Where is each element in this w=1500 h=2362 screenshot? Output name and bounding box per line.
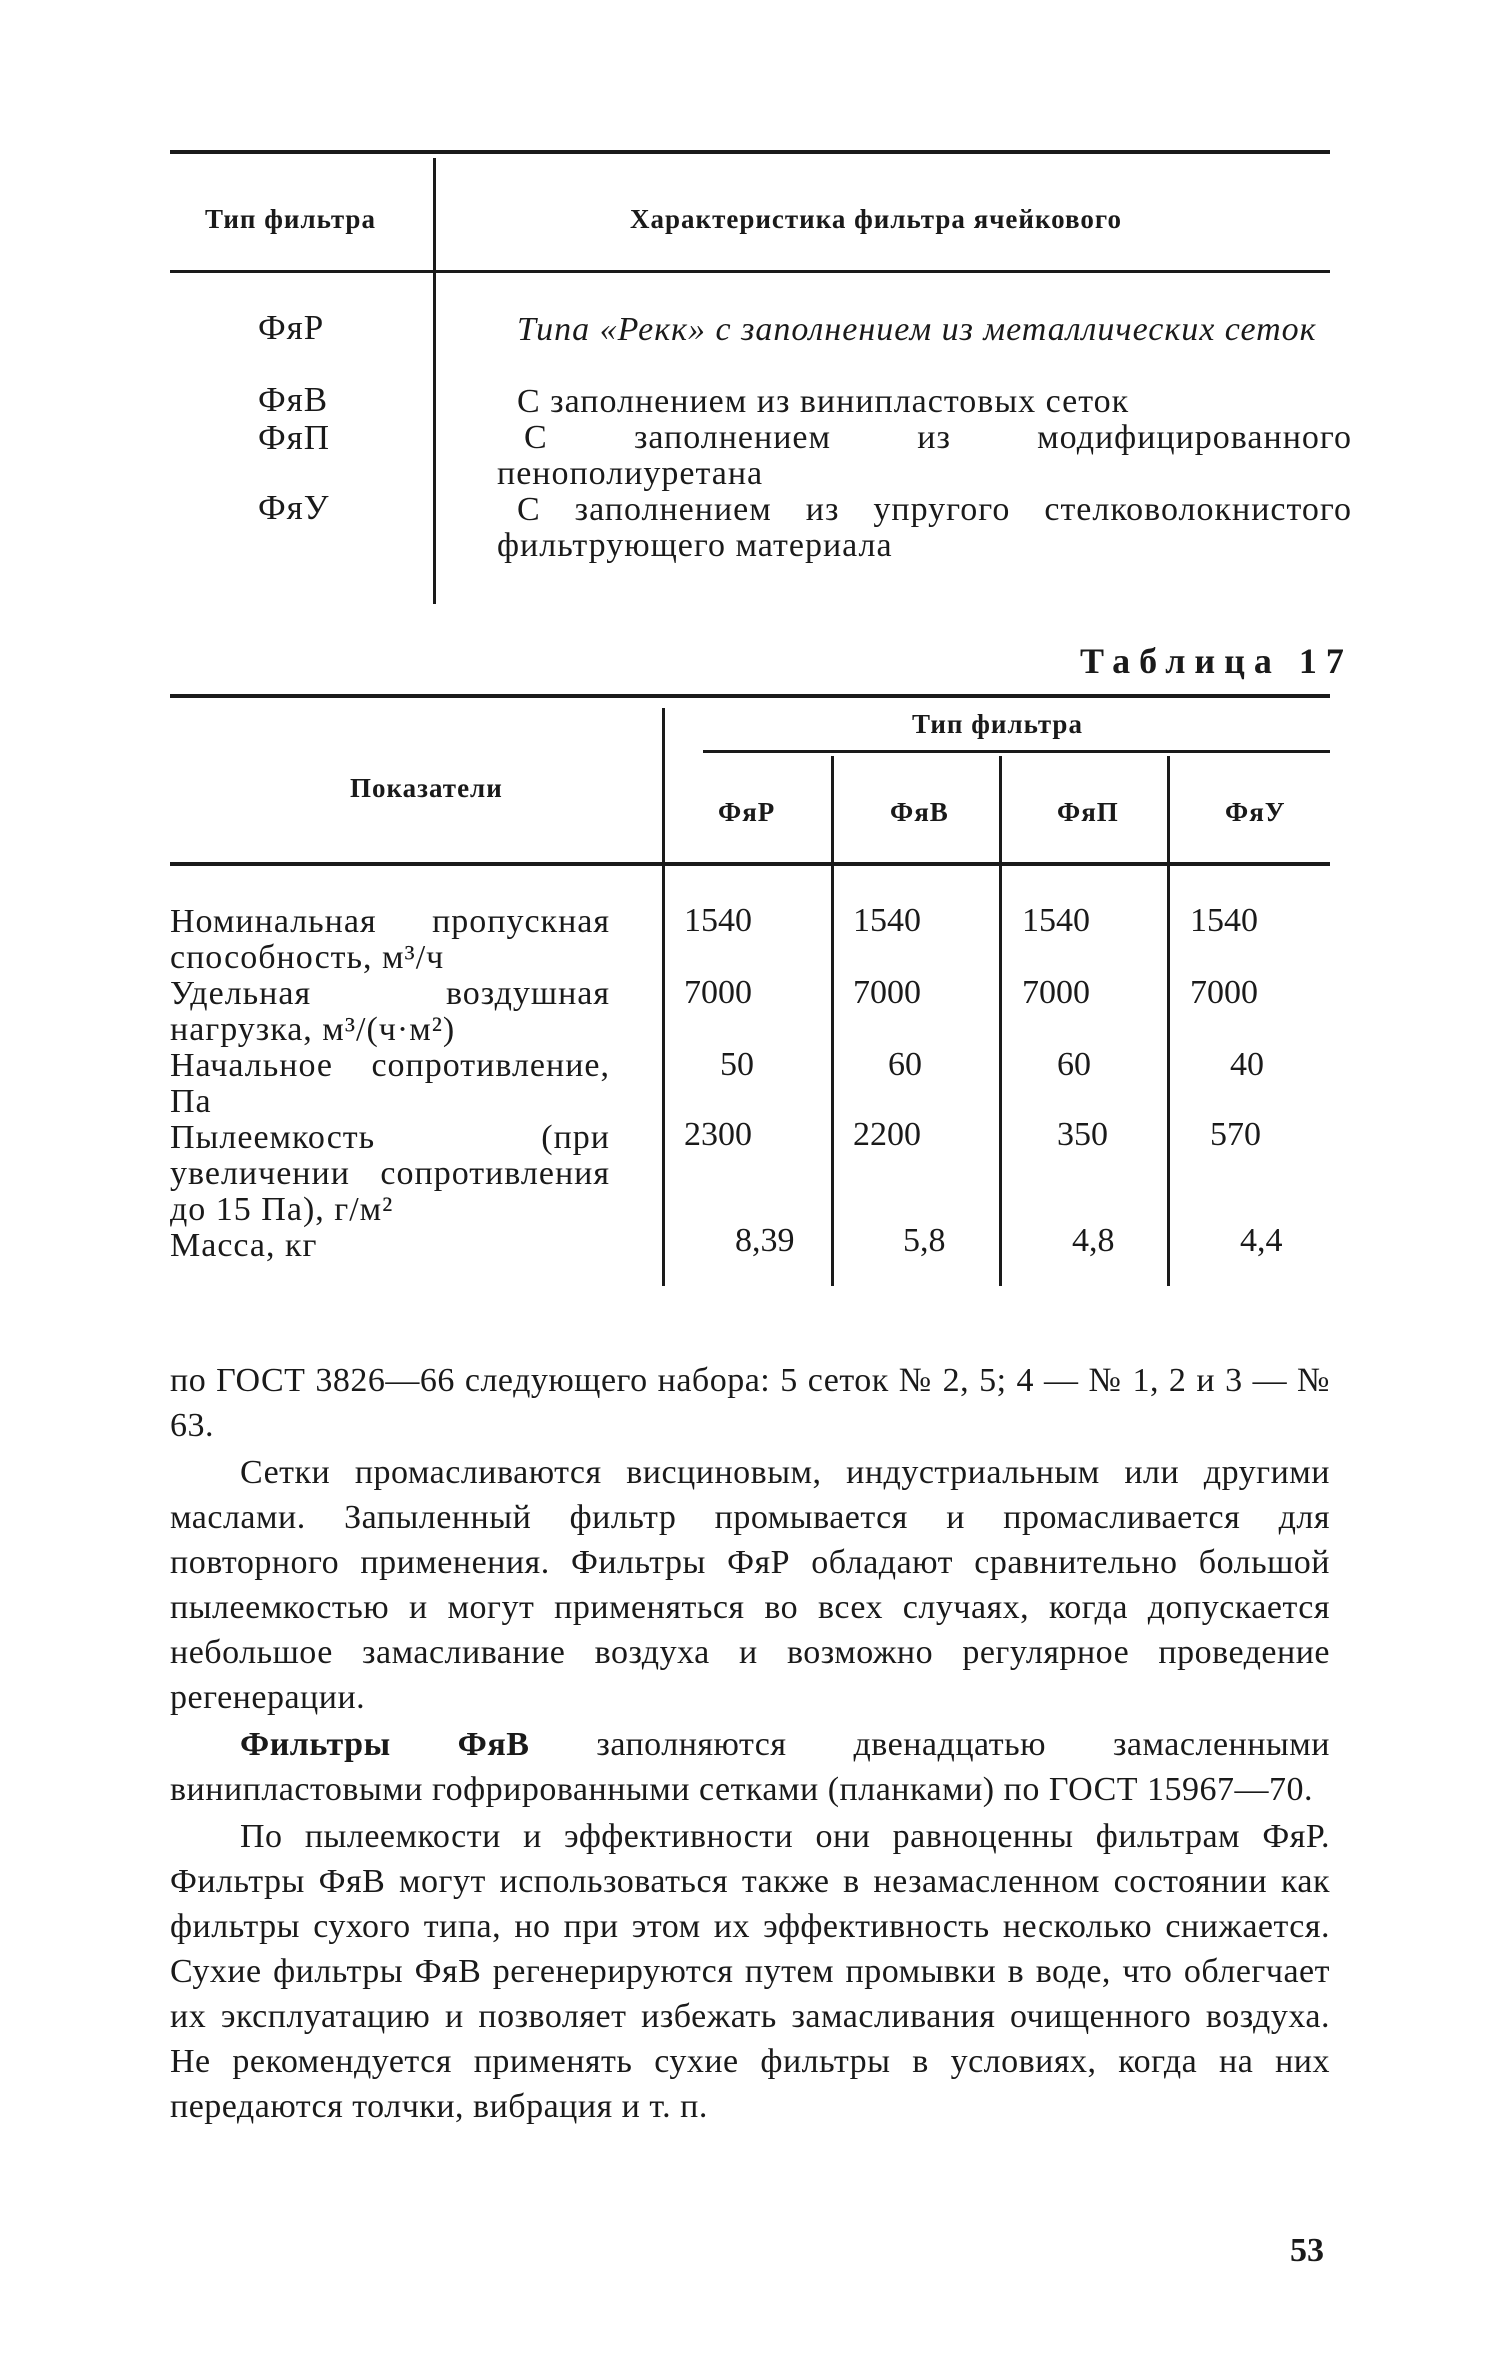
table17-row-label: Пылеемкость (при увеличении сопротивления до 15 Па), г/м² [170,1119,610,1228]
body-text [170,1358,1330,2129]
table1-header-desc: Характеристика фильтра ячейкового [630,204,1122,234]
table17-cell: 60 [1057,1046,1091,1083]
paragraph: По пылеемкости и эффективности они равноценны фильтрам ФяР. Фильтры ФяВ могут использоваться также в незамасленном состоянии как фильтры сухого типа, но при этом их эффективность несколько снижается. Сухие фильтры ФяВ регенерируются путем промывки в воде, что облегчает их эксплуатацию и позволяет избежать замасливания очищенного воздуха. Не рекомендуется применять сухие фильтры в условиях, когда на них передаются толчки, вибрация и т. п. [170,1818,1330,2125]
table17-caption: Таблица 17 [1080,641,1353,681]
table17-header-type: Тип фильтра [912,709,1083,739]
table17-col-header: ФяУ [1225,797,1286,827]
table1-desc: Типа «Рекк» с заполнением из металлических сеток [517,311,1317,348]
table17-header-rule [170,862,1330,866]
table17-subheader-rule [703,750,1330,753]
page-number: 53 [1290,2232,1324,2269]
paragraph: по ГОСТ 3826—66 следующего набора: 5 сеток № 2, 5; 4 — № 1, 2 и 3 — № 63. [170,1362,1330,1444]
table1-desc: С заполнением из модифицированного пенополиуретана [497,419,1352,492]
table17-col-header: ФяП [1057,797,1119,827]
table1-desc: С заполнением из винипластовых сеток [517,383,1130,420]
table1-header-rule [170,270,1330,273]
table17-cell: 7000 [684,974,752,1011]
table17-cell: 2300 [684,1116,752,1153]
table17-cell: 60 [888,1046,922,1083]
table17-vertical-divider [1167,756,1170,1286]
table17-col-header: ФяР [718,797,776,827]
table1-vertical-divider [433,158,436,604]
table17-cell: 7000 [1022,974,1090,1011]
table17-cell: 1540 [684,902,752,939]
table17-vertical-divider [999,756,1002,1286]
table1-code: ФяП [258,418,331,457]
table17-row-label: Масса, кг [170,1227,318,1264]
table17-vertical-divider [831,756,834,1286]
table17-vertical-divider [662,708,665,1286]
table17-cell: 2200 [853,1116,921,1153]
table17-cell: 7000 [853,974,921,1011]
table17-col-header: ФяВ [890,797,949,827]
table1-desc: С заполнением из упругого стелковолокнистого фильтрующего материала [497,491,1352,564]
table1-top-rule [170,150,1330,154]
table1-code: ФяУ [258,488,330,527]
table17-cell: 7000 [1190,974,1258,1011]
table17-row-label: Номинальная пропускная способность, м³/ч [170,903,610,976]
paragraph-bold-lead: Фильтры ФяВ [240,1726,530,1763]
table17-header-indicators: Показатели [350,773,503,803]
table17-cell: 50 [720,1046,754,1083]
table1-code: ФяР [258,308,325,347]
paragraph: Сетки промасливаются висциновым, индустриальным или другими маслами. Запыленный фильтр промывается и промасливается для повторного применения. Фильтры ФяР обладают сравнительно большой пылеемкостью и могут применяться во всех случаях, когда допускается небольшое замасливание воздуха и возможно регулярное проведение регенерации. [170,1454,1330,1716]
table17-cell: 1540 [1022,902,1090,939]
table17-row-label: Удельная воздушная нагрузка, м³/(ч·м²) [170,975,610,1048]
paragraph-text: заполняются двенадцатью замасленными винипластовыми гофрированными сетками (планками) по ГОСТ 15967—70. [170,1726,1330,1808]
table17-cell: 1540 [853,902,921,939]
table17-cell: 4,8 [1072,1222,1115,1259]
table1-code: ФяВ [258,380,329,419]
table1-header-type: Тип фильтра [205,204,376,234]
table17-cell: 40 [1230,1046,1264,1083]
table17-cell: 350 [1057,1116,1108,1153]
table17-cell: 5,8 [903,1222,946,1259]
table17-cell: 8,39 [735,1222,795,1259]
table17-top-rule [170,694,1330,698]
paragraph [170,1722,1330,1812]
table17-row-label: Начальное сопротивление, Па [170,1047,610,1120]
table17-cell: 570 [1210,1116,1261,1153]
table17-cell: 4,4 [1240,1222,1283,1259]
table17-cell: 1540 [1190,902,1258,939]
